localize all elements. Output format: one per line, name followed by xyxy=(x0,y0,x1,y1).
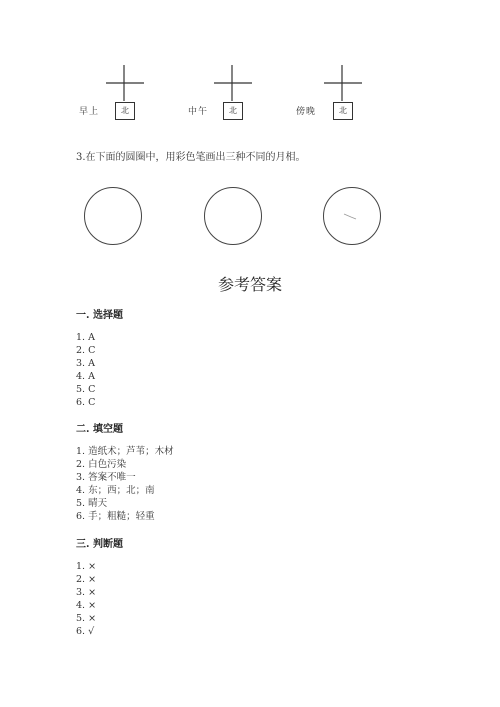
time-label-evening: 傍晚 xyxy=(296,107,317,117)
section-heading-judge: 三. 判断题 xyxy=(76,539,123,550)
answer-item: 4. A xyxy=(76,371,95,382)
answer-item: 1. A xyxy=(76,332,95,343)
answer-item: 2. 白色污染 xyxy=(76,459,127,470)
answer-item: 1. × xyxy=(76,561,97,572)
north-box: 北 xyxy=(115,102,135,120)
answer-item: 4. 东；西；北；南 xyxy=(76,485,155,496)
north-box: 北 xyxy=(223,102,243,120)
cross-diagram-evening xyxy=(318,63,428,133)
answer-item: 1. 造纸术；芦苇；木材 xyxy=(76,446,174,457)
answer-item: 3. 答案不唯一 xyxy=(76,472,136,483)
answer-item: 6. 手；粗糙；轻重 xyxy=(76,511,155,522)
time-label-morning: 早上 xyxy=(79,107,100,117)
answer-item: 6. C xyxy=(76,397,96,408)
answer-title: 参考答案 xyxy=(217,275,282,294)
answer-item: 3. A xyxy=(76,358,95,369)
answer-item: 2. C xyxy=(76,345,96,356)
cross-diagram-noon xyxy=(208,63,318,133)
answer-item: 5. × xyxy=(76,613,97,624)
section-heading-choice: 一. 选择题 xyxy=(76,310,123,321)
cross-lines-icon xyxy=(208,63,268,103)
time-label-noon: 中午 xyxy=(188,107,209,117)
pencil-mark-icon xyxy=(324,188,380,244)
moon-phase-circle[interactable] xyxy=(204,187,262,245)
answer-item: 2. × xyxy=(76,574,97,585)
north-box: 北 xyxy=(333,102,353,120)
cross-lines-icon xyxy=(100,63,160,103)
answer-item: 4. × xyxy=(76,600,97,611)
answer-item: 6. √ xyxy=(76,626,95,637)
answer-item: 3. × xyxy=(76,587,97,598)
section-heading-fill: 二. 填空题 xyxy=(76,424,123,435)
answer-item: 5. 晴天 xyxy=(76,498,108,509)
answer-item: 5. C xyxy=(76,384,96,395)
moon-phase-circle[interactable] xyxy=(323,187,381,245)
cross-diagram-morning xyxy=(100,63,210,133)
question-3-text: 3.在下面的圆圈中，用彩色笔画出三种不同的月相。 xyxy=(76,152,306,163)
cross-lines-icon xyxy=(318,63,378,103)
moon-phase-circle[interactable] xyxy=(84,187,142,245)
